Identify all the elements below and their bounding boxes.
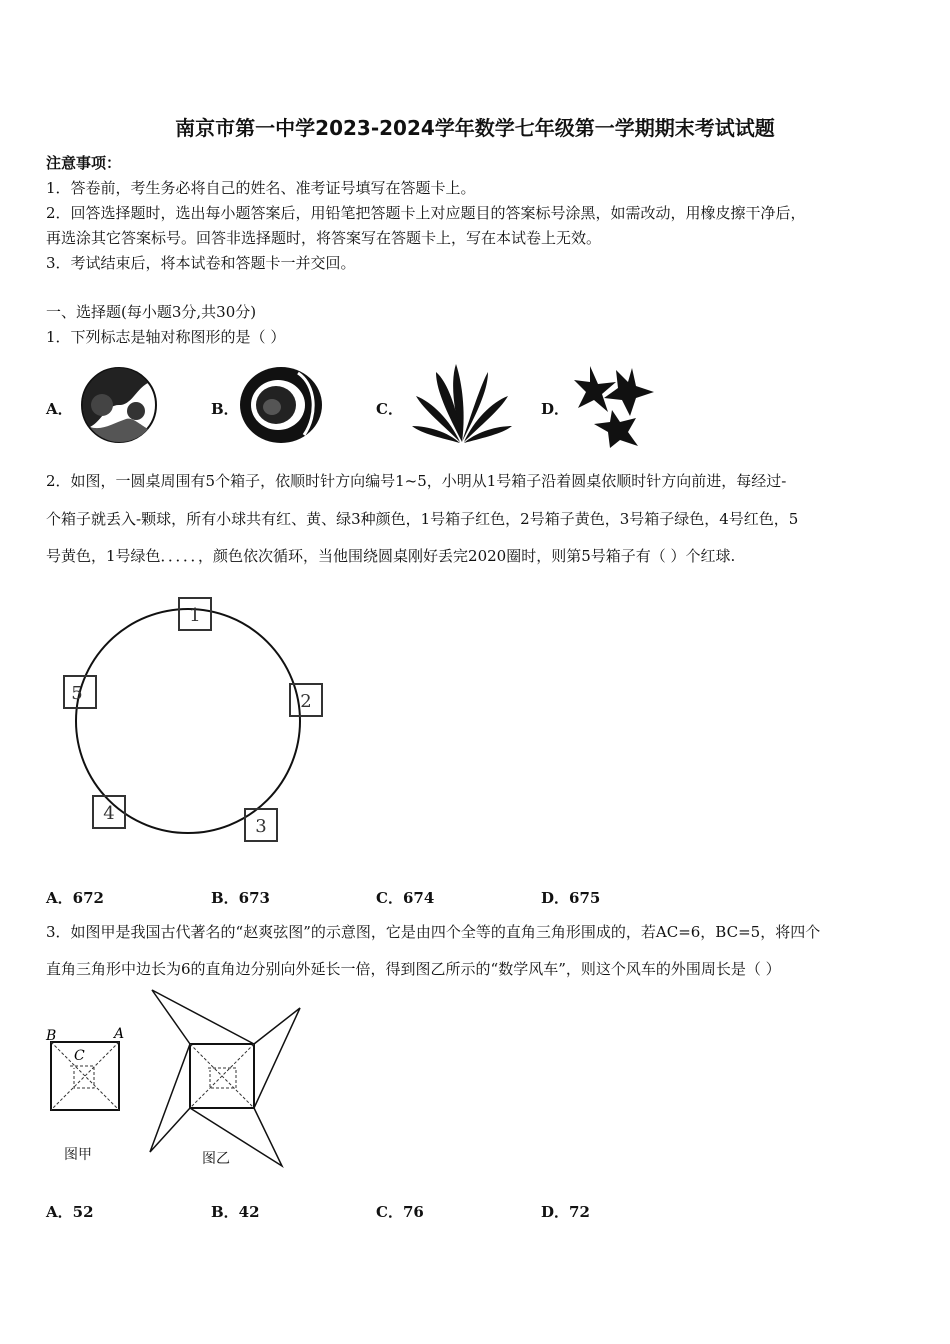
page-title: 南京市第一中学2023-2024学年数学七年级第一学期期末考试试题 xyxy=(175,116,775,140)
label-b: B xyxy=(46,1028,57,1044)
q1-logo-a xyxy=(80,365,158,445)
q3-figure-b xyxy=(148,988,308,1168)
q2-circle-diagram xyxy=(60,596,330,846)
figure-b-caption: 图乙 xyxy=(202,1151,230,1167)
notice-item: 再选涂其它答案标号。回答非选择题时，将答案写在答题卡上，写在本试卷上无效。 xyxy=(46,229,602,247)
box-3-label: 3 xyxy=(255,816,267,837)
q2-option-b: B．673 xyxy=(211,889,270,907)
box-4-label: 4 xyxy=(103,803,115,824)
notice-item: 1．答卷前，考生务必将自己的姓名、准考证号填写在答题卡上。 xyxy=(46,179,476,197)
q2-option-a: A．672 xyxy=(46,889,104,907)
notice-item: 3．考试结束后，将本试卷和答题卡一并交回。 xyxy=(46,254,356,272)
label-c: C xyxy=(74,1048,85,1064)
q1-option-b-label: B． xyxy=(211,400,239,418)
section-heading: 一、选择题(每小题3分,共30分) xyxy=(46,303,257,321)
label-a: A xyxy=(114,1026,125,1042)
q2-text-line: 号黄色，1号绿色．．．．．，颜色依次循环，当他围绕圆桌刚好丢完2020圈时，则第5号箱子有（ ）个红球. xyxy=(46,547,736,565)
round-table xyxy=(76,609,300,833)
q1-option-d-label: D． xyxy=(541,400,570,418)
box-5-label: 5 xyxy=(71,683,83,704)
notice-item: 2．回答选择题时，选出每小题答案后，用铅笔把答题卡上对应题目的答案标号涂黑，如需改动，用橡皮擦干净后， xyxy=(46,204,806,222)
q3-option-b: B．42 xyxy=(211,1203,260,1221)
q3-text-line: 直角三角形中边长为6的直角边分别向外延长一倍，得到图乙所示的“数学风车”，则这个风车的外围周长是（ ） xyxy=(46,960,781,978)
notice-heading: 注意事项： xyxy=(46,154,122,172)
q1-logo-c xyxy=(410,362,514,444)
box-2-label: 2 xyxy=(300,691,312,712)
q2-option-c: C．674 xyxy=(376,889,435,907)
q1-option-a-label: A． xyxy=(46,400,73,418)
q2-text-line: 个箱子就丢入-颗球，所有小球共有红、黄、绿3种颜色，1号箱子红色，2号箱子黄色，3号箱子绿色，4号红色，5 xyxy=(46,510,799,528)
q1-logo-d xyxy=(572,362,658,448)
q3-text-line: 3．如图甲是我国古代著名的“赵爽弦图”的示意图，它是由四个全等的直角三角形围成的，若AC=6，BC=5，将四个 xyxy=(46,923,821,941)
q2-option-d: D．675 xyxy=(541,889,601,907)
q3-figure-a xyxy=(44,1022,134,1122)
q2-text-line: 2．如图，一圆桌周围有5个箱子，依顺时针方向编号1~5，小明从1号箱子沿着圆桌依顺时针方向前进，每经过- xyxy=(46,472,787,490)
q1-logo-b xyxy=(238,365,324,445)
q1-stem: 1．下列标志是轴对称图形的是（ ） xyxy=(46,328,286,346)
q1-option-c-label: C． xyxy=(376,400,403,418)
figure-a-caption: 图甲 xyxy=(64,1147,92,1163)
q3-option-c: C．76 xyxy=(376,1203,424,1221)
q3-option-d: D．72 xyxy=(541,1203,590,1221)
box-1-label: 1 xyxy=(189,605,201,626)
q3-option-a: A．52 xyxy=(46,1203,94,1221)
